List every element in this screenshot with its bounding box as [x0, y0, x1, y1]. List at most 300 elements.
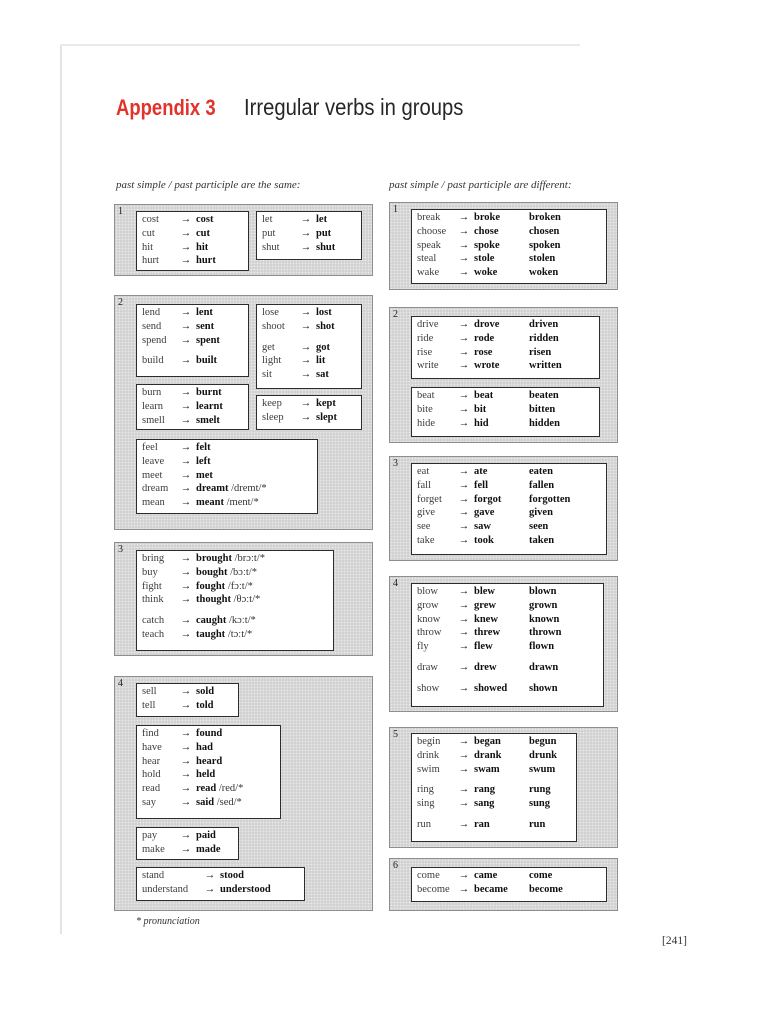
- arrow-icon: →: [458, 763, 470, 775]
- arrow-icon: →: [300, 320, 312, 332]
- verb-box: [411, 463, 607, 555]
- verb-row: [417, 266, 601, 280]
- past-form: built: [196, 355, 218, 367]
- left-group-2: [114, 295, 373, 530]
- infinitive: speak: [417, 239, 441, 251]
- verb-row: [142, 843, 233, 857]
- past-simple: rode: [474, 332, 495, 344]
- past-simple: woke: [474, 267, 498, 279]
- verb-row: [262, 341, 356, 355]
- infinitive: steal: [417, 253, 437, 265]
- group-number: 2: [118, 297, 123, 308]
- past-form: spent: [196, 334, 220, 346]
- arrow-icon: →: [300, 341, 312, 353]
- infinitive: forget: [417, 493, 442, 505]
- arrow-icon: →: [180, 414, 192, 426]
- verb-row: [142, 334, 243, 348]
- past-form: meant /ment/*: [196, 497, 259, 509]
- arrow-icon: →: [180, 483, 192, 495]
- past-simple: blew: [474, 586, 495, 597]
- infinitive: let: [262, 214, 273, 225]
- past-participle: bitten: [529, 403, 556, 415]
- infinitive: teach: [142, 628, 165, 640]
- past-form: made: [196, 843, 221, 855]
- verb-row: [142, 614, 328, 628]
- arrow-icon: →: [300, 398, 312, 409]
- infinitive: dream: [142, 483, 169, 495]
- pronunciation: /θɔːt/*: [231, 594, 261, 606]
- past-participle: swum: [529, 763, 556, 775]
- infinitive: blow: [417, 586, 438, 597]
- past-participle: known: [529, 613, 560, 625]
- pronunciation: /bɔːt/*: [227, 566, 257, 578]
- past-participle: shown: [529, 682, 558, 694]
- page-title: [116, 94, 493, 121]
- verb-row: [417, 763, 571, 777]
- past-participle: seen: [529, 521, 549, 533]
- past-form: felt: [196, 442, 211, 453]
- past-participle: woken: [529, 267, 559, 279]
- verb-row: [417, 479, 601, 493]
- infinitive: say: [142, 796, 156, 808]
- past-form: learnt: [196, 400, 223, 412]
- infinitive: break: [417, 212, 441, 223]
- past-participle: blown: [529, 586, 557, 597]
- verb-row: [142, 768, 275, 782]
- verb-row: [417, 465, 601, 479]
- arrow-icon: →: [300, 241, 312, 253]
- verb-box: [411, 733, 577, 842]
- appendix-label: Appendix 3: [116, 95, 216, 120]
- right-group-6: [389, 858, 618, 911]
- past-form: understood: [220, 883, 271, 895]
- past-form: fought /fɔːt/*: [196, 580, 253, 592]
- arrow-icon: →: [458, 521, 470, 533]
- arrow-icon: →: [180, 255, 192, 267]
- arrow-icon: →: [180, 615, 192, 627]
- verb-row: [142, 354, 243, 368]
- infinitive: rise: [417, 346, 433, 358]
- verb-row: [142, 869, 299, 883]
- infinitive: come: [417, 870, 440, 881]
- past-simple: drew: [474, 661, 497, 673]
- past-participle: rung: [529, 784, 551, 796]
- past-simple: wrote: [474, 360, 500, 372]
- past-form: said /sed/*: [196, 796, 242, 808]
- verb-row: [142, 482, 312, 496]
- group-number: 5: [393, 729, 398, 740]
- infinitive: light: [262, 355, 282, 367]
- past-simple: saw: [474, 521, 491, 533]
- past-simple: flew: [474, 641, 493, 653]
- arrow-icon: →: [180, 455, 192, 467]
- verb-row: [142, 227, 243, 241]
- past-simple: became: [474, 883, 508, 895]
- verb-row: [417, 520, 601, 534]
- verb-box: [256, 304, 362, 389]
- past-participle: hidden: [529, 417, 560, 429]
- past-form: taught /tɔːt/*: [196, 628, 253, 640]
- past-simple: bit: [474, 403, 487, 415]
- arrow-icon: →: [180, 307, 192, 318]
- past-participle: ridden: [529, 332, 559, 344]
- infinitive: run: [417, 818, 431, 830]
- verb-row: [262, 306, 356, 320]
- infinitive: drive: [417, 319, 439, 330]
- arrow-icon: →: [180, 796, 192, 808]
- verb-row: [142, 320, 243, 334]
- verb-row: [417, 682, 598, 696]
- past-form: met: [196, 469, 213, 481]
- arrow-icon: →: [458, 798, 470, 810]
- arrow-icon: →: [180, 497, 192, 509]
- infinitive: feel: [142, 442, 158, 453]
- past-form: hurt: [196, 255, 216, 267]
- infinitive: think: [142, 594, 164, 606]
- verb-row: [142, 254, 243, 268]
- infinitive: throw: [417, 627, 442, 639]
- page-number: [241]: [662, 935, 687, 947]
- arrow-icon: →: [180, 334, 192, 346]
- infinitive: put: [262, 227, 276, 239]
- verb-row: [417, 332, 594, 346]
- arrow-icon: →: [458, 267, 470, 279]
- arrow-icon: →: [204, 870, 216, 881]
- left-group-3: [114, 542, 373, 656]
- past-form: held: [196, 769, 216, 781]
- infinitive: eat: [417, 466, 430, 477]
- arrow-icon: →: [458, 507, 470, 519]
- infinitive: give: [417, 507, 436, 519]
- infinitive: hear: [142, 755, 161, 767]
- pronunciation: /red/*: [216, 783, 244, 795]
- past-form: slept: [316, 411, 337, 423]
- arrow-icon: →: [458, 212, 470, 223]
- past-form: hit: [196, 241, 209, 253]
- infinitive: send: [142, 320, 162, 332]
- arrow-icon: →: [204, 883, 216, 895]
- past-simple: rang: [474, 784, 495, 796]
- verb-row: [417, 389, 594, 403]
- infinitive: mean: [142, 497, 165, 509]
- past-simple: spoke: [474, 239, 500, 251]
- footnote-marker: *: [136, 916, 141, 927]
- verb-box: [136, 725, 281, 819]
- infinitive: shut: [262, 241, 280, 253]
- pronunciation: /brɔːt/*: [232, 553, 265, 564]
- verb-box: [136, 867, 305, 901]
- infinitive: hide: [417, 417, 436, 429]
- past-form: left: [196, 455, 211, 467]
- verb-row: [417, 626, 598, 640]
- past-form: told: [196, 699, 214, 711]
- infinitive: draw: [417, 661, 438, 673]
- past-form: thought /θɔːt/*: [196, 594, 261, 606]
- arrow-icon: →: [180, 728, 192, 739]
- past-participle: spoken: [529, 239, 561, 251]
- verb-row: [417, 661, 598, 675]
- verb-row: [417, 883, 601, 897]
- infinitive: lose: [262, 307, 279, 318]
- infinitive: drink: [417, 749, 440, 761]
- infinitive: hit: [142, 241, 154, 253]
- verb-box: [411, 387, 600, 437]
- verb-row: [142, 241, 243, 255]
- infinitive: show: [417, 682, 440, 694]
- arrow-icon: →: [458, 599, 470, 611]
- arrow-icon: →: [180, 553, 192, 564]
- past-participle: drawn: [529, 661, 559, 673]
- past-form: lent: [196, 307, 213, 318]
- arrow-icon: →: [180, 699, 192, 711]
- past-participle: sung: [529, 798, 551, 810]
- arrow-icon: →: [180, 769, 192, 781]
- group-number: 4: [118, 678, 123, 689]
- past-participle: risen: [529, 346, 552, 358]
- infinitive: smell: [142, 414, 165, 426]
- arrow-icon: →: [458, 332, 470, 344]
- arrow-icon: →: [180, 830, 192, 841]
- pronunciation: /sed/*: [214, 796, 242, 808]
- verb-box: [136, 827, 239, 860]
- group-number: 6: [393, 860, 398, 871]
- verb-row: [142, 213, 243, 227]
- infinitive: buy: [142, 566, 158, 578]
- verb-row: [142, 782, 275, 796]
- infinitive: begin: [417, 736, 441, 747]
- verb-row: [417, 797, 571, 811]
- past-participle: taken: [529, 534, 555, 546]
- arrow-icon: →: [458, 627, 470, 639]
- past-simple: swam: [474, 763, 500, 775]
- infinitive: learn: [142, 400, 163, 412]
- right-group-2: [389, 307, 618, 443]
- infinitive: beat: [417, 390, 435, 401]
- verb-row: [142, 699, 233, 713]
- pronunciation: /tɔːt/*: [225, 628, 253, 640]
- verb-row: [417, 346, 594, 360]
- past-participle: beaten: [529, 390, 559, 401]
- arrow-icon: →: [180, 594, 192, 606]
- verb-row: [417, 417, 594, 431]
- page-top-line: [60, 44, 580, 46]
- past-participle: driven: [529, 319, 559, 330]
- verb-row: [142, 796, 275, 810]
- verb-row: [417, 506, 601, 520]
- verb-row: [417, 613, 598, 627]
- arrow-icon: →: [300, 307, 312, 318]
- past-form: brought /brɔːt/*: [196, 553, 265, 564]
- verb-box: [136, 550, 334, 651]
- past-form: cut: [196, 227, 210, 239]
- verb-row: [417, 735, 571, 749]
- arrow-icon: →: [458, 479, 470, 491]
- verb-row: [262, 241, 356, 255]
- past-participle: become: [529, 883, 563, 895]
- right-group-5: [389, 727, 618, 848]
- infinitive: make: [142, 843, 165, 855]
- infinitive: stand: [142, 870, 165, 881]
- past-simple: came: [474, 870, 498, 881]
- arrow-icon: →: [458, 749, 470, 761]
- infinitive: catch: [142, 615, 165, 627]
- arrow-icon: →: [458, 239, 470, 251]
- past-participle: grown: [529, 599, 558, 611]
- arrow-icon: →: [458, 534, 470, 546]
- arrow-icon: →: [458, 883, 470, 895]
- verb-row: [142, 685, 233, 699]
- verb-row: [417, 318, 594, 332]
- arrow-icon: →: [180, 755, 192, 767]
- verb-row: [142, 741, 275, 755]
- infinitive: hold: [142, 769, 161, 781]
- past-simple: threw: [474, 627, 501, 639]
- infinitive: find: [142, 728, 159, 739]
- arrow-icon: →: [458, 466, 470, 477]
- verb-box: [136, 683, 239, 717]
- past-simple: drank: [474, 749, 502, 761]
- infinitive: fall: [417, 479, 431, 491]
- past-participle: begun: [529, 736, 557, 747]
- arrow-icon: →: [180, 686, 192, 697]
- right-column-heading: past simple / past participle are different:: [389, 179, 572, 191]
- pronunciation: /kɔːt/*: [226, 615, 256, 627]
- verb-row: [417, 818, 571, 832]
- infinitive: know: [417, 613, 441, 625]
- infinitive: have: [142, 741, 162, 753]
- arrow-icon: →: [300, 227, 312, 239]
- right-group-3: [389, 456, 618, 561]
- infinitive: cut: [142, 227, 155, 239]
- verb-row: [142, 400, 243, 414]
- past-form: lit: [316, 355, 326, 367]
- past-simple: forgot: [474, 493, 502, 505]
- infinitive: build: [142, 355, 164, 367]
- past-form: paid: [196, 830, 216, 841]
- page-edge-line: [60, 44, 62, 934]
- arrow-icon: →: [458, 586, 470, 597]
- infinitive: sell: [142, 686, 157, 697]
- past-simple: stole: [474, 253, 495, 265]
- verb-row: [142, 566, 328, 580]
- past-form: got: [316, 341, 330, 353]
- verb-row: [142, 306, 243, 320]
- arrow-icon: →: [458, 613, 470, 625]
- pronunciation: /dremt/*: [228, 483, 267, 495]
- past-participle: given: [529, 507, 553, 519]
- verb-box: [411, 209, 607, 284]
- verb-box: [256, 395, 362, 430]
- pronunciation: /fɔːt/*: [225, 580, 253, 592]
- verb-row: [142, 883, 299, 897]
- verb-row: [417, 239, 601, 253]
- arrow-icon: →: [458, 736, 470, 747]
- arrow-icon: →: [180, 843, 192, 855]
- arrow-icon: →: [458, 225, 470, 237]
- verb-row: [417, 640, 598, 654]
- infinitive: ride: [417, 332, 434, 344]
- arrow-icon: →: [180, 320, 192, 332]
- infinitive: take: [417, 534, 435, 546]
- group-number: 4: [393, 578, 398, 589]
- left-column-heading: past simple / past participle are the same:: [116, 179, 301, 191]
- verb-row: [262, 354, 356, 368]
- appendix-title: Irregular verbs in groups: [244, 94, 464, 120]
- group-number: 1: [393, 204, 398, 215]
- left-group-1: [114, 204, 373, 276]
- past-form: sent: [196, 320, 215, 332]
- verb-row: [142, 829, 233, 843]
- infinitive: keep: [262, 398, 282, 409]
- infinitive: write: [417, 360, 439, 372]
- arrow-icon: →: [458, 346, 470, 358]
- past-simple: began: [474, 736, 501, 747]
- arrow-icon: →: [300, 369, 312, 381]
- past-form: found: [196, 728, 223, 739]
- arrow-icon: →: [458, 403, 470, 415]
- past-simple: chose: [474, 225, 499, 237]
- past-form: burnt: [196, 387, 222, 398]
- infinitive: cost: [142, 214, 159, 225]
- verb-row: [417, 359, 594, 373]
- infinitive: sit: [262, 369, 272, 381]
- pronunciation: /ment/*: [224, 497, 259, 509]
- verb-row: [142, 628, 328, 642]
- right-group-4: [389, 576, 618, 712]
- infinitive: leave: [142, 455, 165, 467]
- past-simple: showed: [474, 682, 508, 694]
- past-form: let: [316, 214, 328, 225]
- verb-row: [417, 599, 598, 613]
- arrow-icon: →: [180, 227, 192, 239]
- infinitive: bite: [417, 403, 433, 415]
- past-form: read /red/*: [196, 783, 244, 795]
- past-form: sold: [196, 686, 215, 697]
- verb-box: [411, 867, 607, 902]
- arrow-icon: →: [180, 566, 192, 578]
- past-participle: written: [529, 360, 562, 372]
- group-number: 3: [118, 544, 123, 555]
- past-simple: gave: [474, 507, 495, 519]
- arrow-icon: →: [300, 411, 312, 423]
- verb-row: [417, 493, 601, 507]
- verb-row: [142, 580, 328, 594]
- left-group-4: [114, 676, 373, 911]
- past-simple: took: [474, 534, 494, 546]
- past-participle: flown: [529, 641, 555, 653]
- arrow-icon: →: [458, 661, 470, 673]
- verb-row: [142, 469, 312, 483]
- arrow-icon: →: [180, 400, 192, 412]
- arrow-icon: →: [458, 818, 470, 830]
- verb-row: [262, 397, 356, 411]
- past-form: lost: [316, 307, 332, 318]
- past-simple: ran: [474, 818, 490, 830]
- infinitive: get: [262, 341, 275, 353]
- arrow-icon: →: [458, 360, 470, 372]
- verb-row: [262, 227, 356, 241]
- past-form: heard: [196, 755, 223, 767]
- infinitive: read: [142, 783, 161, 795]
- infinitive: ring: [417, 784, 434, 796]
- infinitive: sleep: [262, 411, 284, 423]
- arrow-icon: →: [458, 641, 470, 653]
- right-group-1: [389, 202, 618, 290]
- verb-row: [262, 213, 356, 227]
- arrow-icon: →: [300, 214, 312, 225]
- arrow-icon: →: [180, 580, 192, 592]
- infinitive: meet: [142, 469, 163, 481]
